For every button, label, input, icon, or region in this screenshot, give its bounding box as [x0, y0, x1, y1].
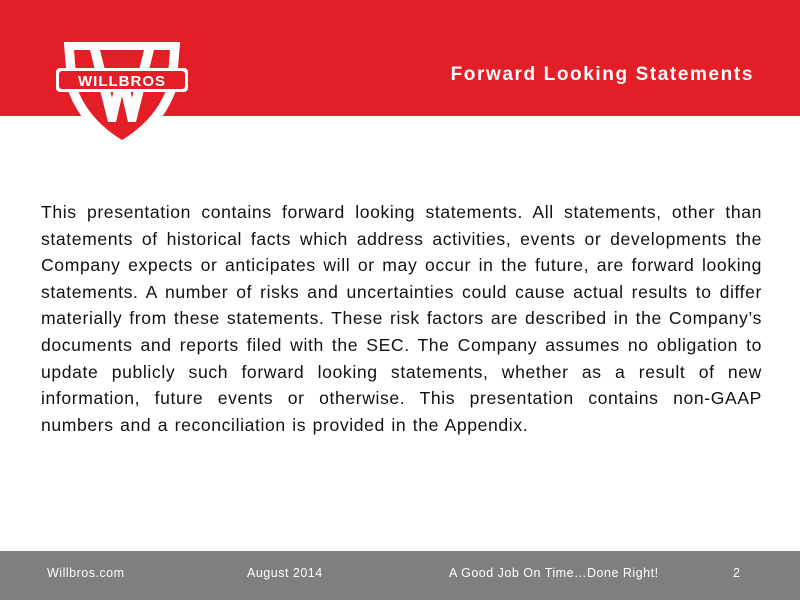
logo-wordmark: WILLBROS — [78, 73, 166, 90]
footer-website: Willbros.com — [47, 566, 125, 580]
slide-title: Forward Looking Statements — [450, 64, 754, 85]
footer-date: August 2014 — [247, 566, 323, 580]
willbros-logo — [52, 30, 192, 152]
forward-looking-statement-paragraph: This presentation contains forward looking statements. All statements, other than statements of historical facts which address activities, events or developments the Company expects or anticipates will or may occur in the future, are forward looking statements. A number of risks and uncertainties could cause actual results to differ materially from these statements. These risk factors are described in the Company’s documents and reports filed with the SEC. The Company assumes no obligation to update publicly such forward looking statements, whether as a result of new information, future events or otherwise. This presentation contains non-GAAP numbers and a reconciliation is provided in the Appendix. — [41, 202, 762, 435]
page-number: 2 — [733, 566, 741, 580]
footer-tagline: A Good Job On Time…Done Right! — [449, 566, 659, 580]
